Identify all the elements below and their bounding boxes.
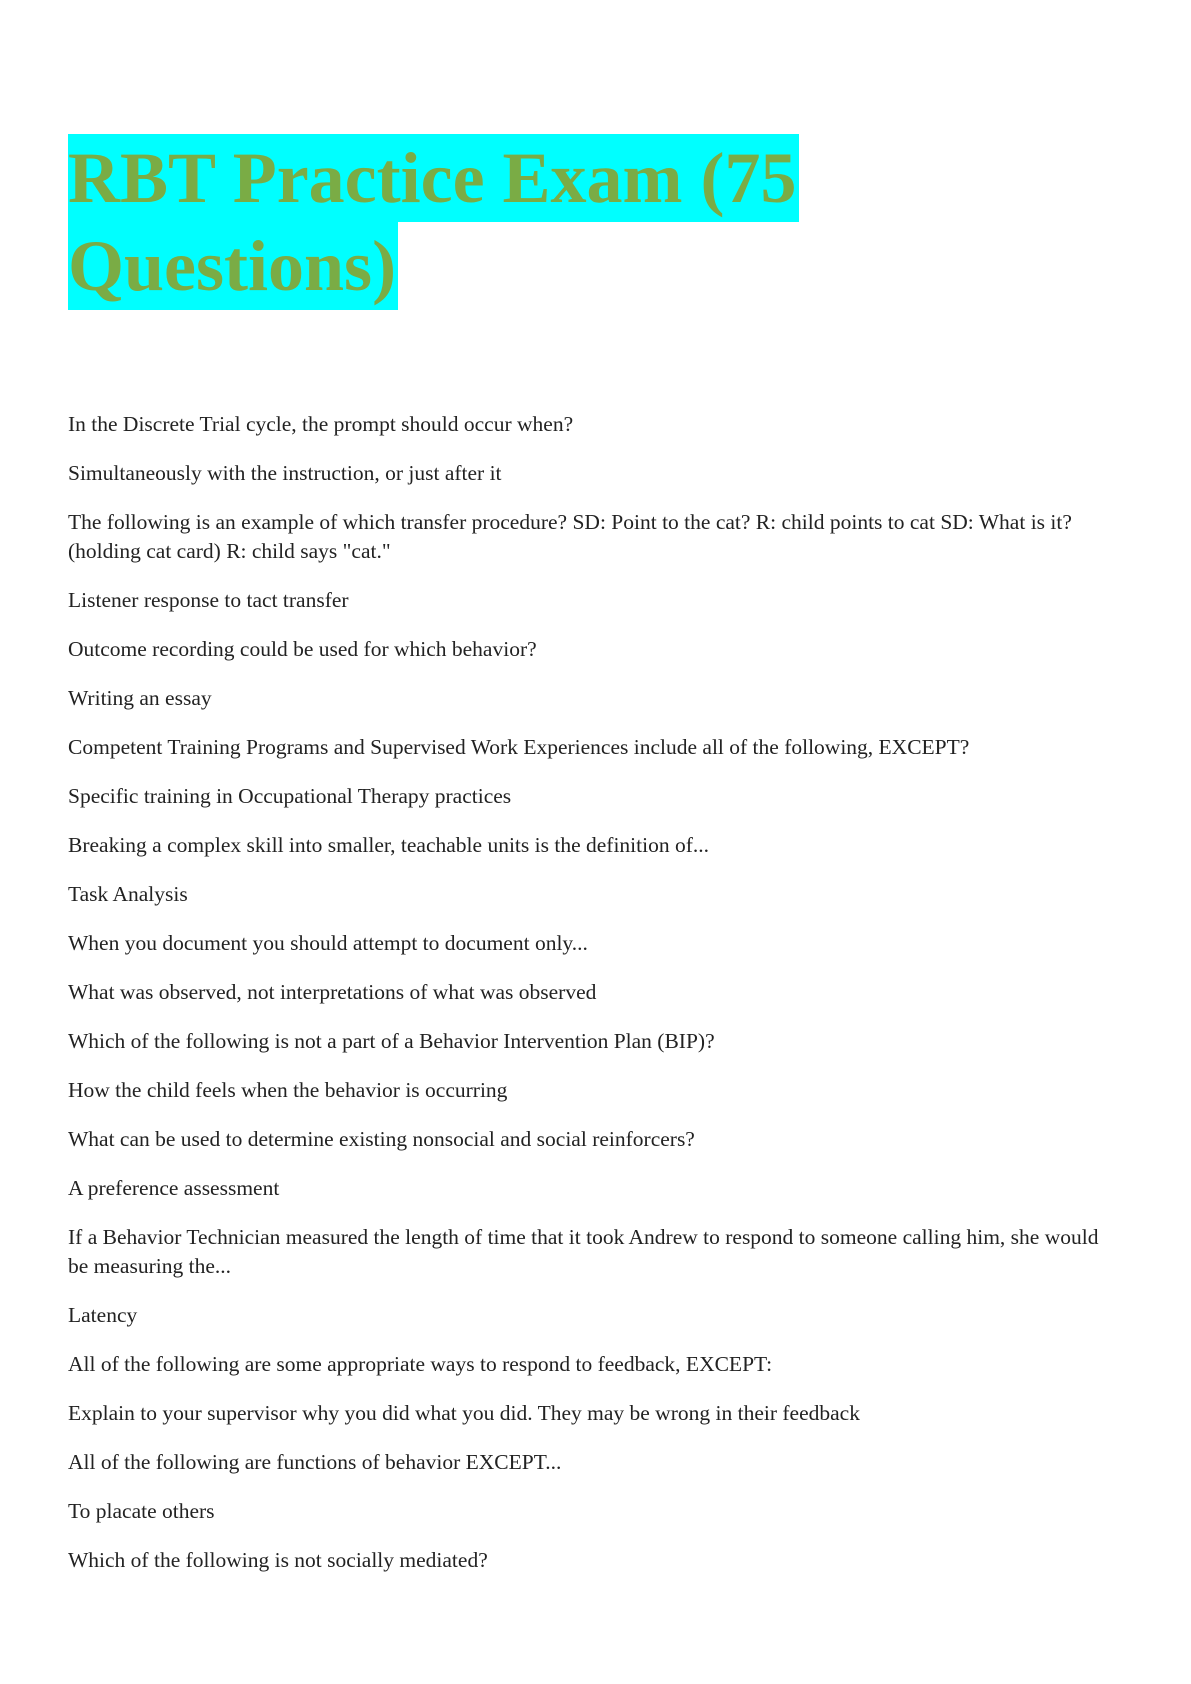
question-text: Outcome recording could be used for which behavior? <box>68 637 537 661</box>
question-text: What can be used to determine existing nonsocial and social reinforcers? <box>68 1127 695 1151</box>
title-line-1: RBT Practice Exam (75 <box>68 134 799 222</box>
answer-text: Specific training in Occupational Therapy practices <box>68 784 512 808</box>
answer-text: Task Analysis <box>68 882 188 906</box>
answer-text: Explain to your supervisor why you did what you did. They may be wrong in their feedback <box>68 1401 860 1425</box>
answer-text: Latency <box>68 1303 138 1327</box>
answer-text: To placate others <box>68 1499 215 1523</box>
answer-text: How the child feels when the behavior is occurring <box>68 1078 508 1102</box>
title-line-2: Questions) <box>68 222 398 310</box>
document-title <box>68 134 868 310</box>
question-text: All of the following are functions of behavior EXCEPT... <box>68 1450 562 1474</box>
question-text: Breaking a complex skill into smaller, teachable units is the definition of... <box>68 833 710 857</box>
question-text: The following is an example of which transfer procedure? SD: Point to the cat? R: child points to cat SD: What is it? (holding cat card) R: child says "cat." <box>68 510 1072 563</box>
question-text: When you document you should attempt to document only... <box>68 931 588 955</box>
question-text: All of the following are some appropriate ways to respond to feedback, EXCEPT: <box>68 1352 773 1376</box>
answer-text: What was observed, not interpretations of what was observed <box>68 980 597 1004</box>
question-answer-list <box>68 410 1108 1595</box>
answer-text: A preference assessment <box>68 1176 280 1200</box>
question-text: If a Behavior Technician measured the length of time that it took Andrew to respond to someone calling him, she would be measuring the... <box>68 1225 1099 1278</box>
answer-text: Simultaneously with the instruction, or just after it <box>68 461 502 485</box>
answer-text: Writing an essay <box>68 686 212 710</box>
question-text: In the Discrete Trial cycle, the prompt should occur when? <box>68 412 574 436</box>
question-text: Competent Training Programs and Supervised Work Experiences include all of the following, EXCEPT? <box>68 735 970 759</box>
question-text: Which of the following is not socially mediated? <box>68 1548 488 1572</box>
question-text: Which of the following is not a part of a Behavior Intervention Plan (BIP)? <box>68 1029 715 1053</box>
answer-text: Listener response to tact transfer <box>68 588 349 612</box>
